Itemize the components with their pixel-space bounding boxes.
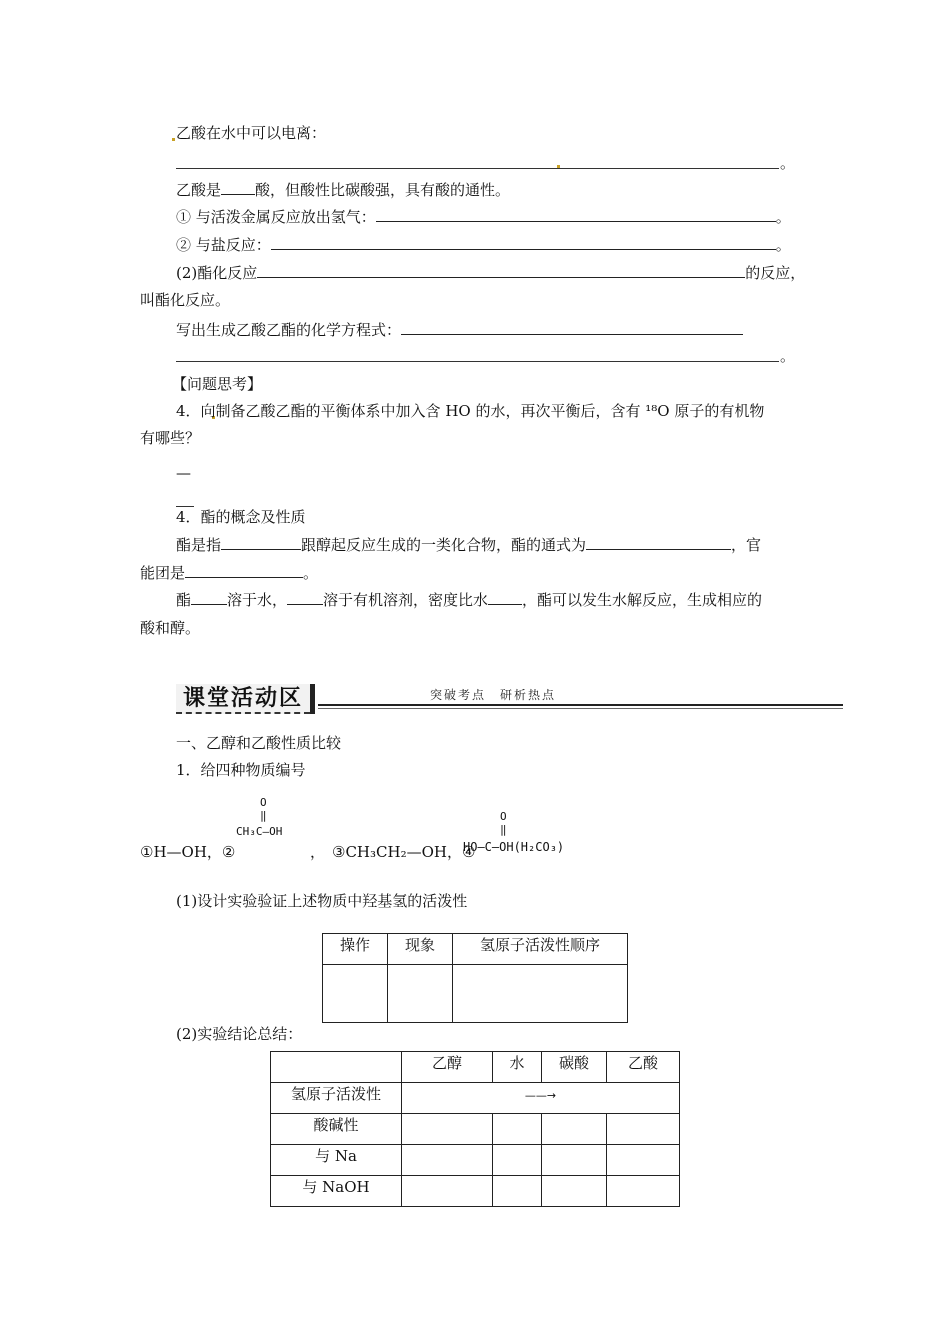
- table-cell[interactable]: [453, 965, 628, 1023]
- part-2-heading: (2)实验结论总结：: [176, 1025, 303, 1043]
- acetic-acid-structure-bond: ‖: [260, 809, 267, 822]
- table-row: [271, 1052, 680, 1083]
- marker-dot: [557, 165, 560, 168]
- row-label: 与 NaOH: [271, 1176, 402, 1207]
- answer-blank[interactable]: [488, 590, 522, 605]
- table-header: 氢原子活泼性顺序: [453, 934, 628, 965]
- acetic-acid-structure-top: O: [260, 796, 267, 809]
- table-cell[interactable]: [402, 1176, 493, 1207]
- row-label: 与 Na: [271, 1145, 402, 1176]
- answer-blank[interactable]: [401, 320, 743, 335]
- equation-label: 写出生成乙酸乙酯的化学方程式：: [176, 321, 402, 339]
- line-end: 。: [775, 208, 791, 226]
- table-row: [323, 934, 628, 965]
- table-header: 水: [493, 1052, 542, 1083]
- def-line2-text: 能团是: [140, 564, 186, 582]
- ester-definition-line: [176, 535, 761, 555]
- answer-blank[interactable]: [271, 235, 776, 250]
- section-banner-title: 课堂活动区: [176, 684, 315, 714]
- table-cell[interactable]: [402, 1114, 493, 1145]
- ester-property-line: [176, 590, 762, 610]
- banner-rule: [318, 704, 843, 706]
- answer-line[interactable]: [176, 361, 779, 362]
- def-text-1: 酯是指: [176, 536, 222, 554]
- table-cell[interactable]: [607, 1145, 680, 1176]
- acid-text-2: 酸，但酸性比碳酸强，具有酸的通性。: [255, 181, 511, 199]
- table-cell[interactable]: [607, 1176, 680, 1207]
- table-header: [271, 1052, 402, 1083]
- table-cell[interactable]: [542, 1176, 607, 1207]
- table-cell[interactable]: [388, 965, 453, 1023]
- carbonic-acid-structure-bond: ‖: [500, 823, 507, 836]
- substance-1: ①H—OH，②: [140, 843, 236, 861]
- activity-heading: 一、乙醇和乙酸性质比较: [176, 734, 342, 752]
- table-row: [271, 1145, 680, 1176]
- table-row: [271, 1114, 680, 1145]
- table-cell[interactable]: [402, 1145, 493, 1176]
- answer-blank[interactable]: [221, 180, 255, 195]
- esterification-line: [176, 263, 805, 283]
- metal-label: ① 与活泼金属反应放出氢气：: [176, 208, 376, 226]
- answer-blank[interactable]: [185, 563, 303, 578]
- table-header: 现象: [388, 934, 453, 965]
- line-end: 。: [780, 347, 796, 365]
- table-row: [323, 965, 628, 1023]
- table-header: 碳酸: [542, 1052, 607, 1083]
- ester-definition-line-2: [140, 563, 318, 583]
- table-cell[interactable]: [607, 1114, 680, 1145]
- acid-type-line: [176, 180, 510, 200]
- table-header: 乙醇: [402, 1052, 493, 1083]
- carbonic-acid-structure-top: O: [500, 810, 507, 823]
- table-cell[interactable]: [323, 965, 388, 1023]
- ester-property-line-2: 酸和醇。: [140, 619, 201, 637]
- salt-label: ② 与盐反应：: [176, 236, 271, 254]
- activity-order-cell[interactable]: ——→: [402, 1083, 680, 1114]
- ionize-line: 乙酸在水中可以电离：: [176, 124, 327, 142]
- prop-text-3: 溶于有机溶剂，密度比水: [323, 591, 489, 609]
- conclusion-table: [270, 1051, 680, 1207]
- answer-blank[interactable]: [257, 263, 745, 278]
- prop-text-1: 酯: [176, 591, 192, 609]
- banner-subtitle: 突破考点 研析热点: [430, 688, 557, 702]
- question-text: 4．向制备乙酸乙酯的平衡体系中加入含 HO 的水，再次平衡后，含有 ¹⁸O 原子的有机物: [176, 402, 765, 420]
- esterification-line-2: 叫酯化反应。: [140, 291, 231, 309]
- answer-dash: —: [176, 464, 191, 482]
- substance-3: ③CH₃CH₂—OH，④: [332, 843, 476, 861]
- table-row: [271, 1176, 680, 1207]
- acetic-acid-structure: CH₃C—OH: [236, 825, 283, 838]
- question-heading: 【问题思考】: [172, 375, 263, 393]
- line-end: 。: [775, 236, 791, 254]
- carbonic-acid-structure: HO—C—OH(H₂CO₃): [463, 840, 565, 854]
- banner-dashed-underline: [176, 712, 310, 714]
- metal-reaction-line: [176, 207, 791, 227]
- activity-item: 1．给四种物质编号: [176, 761, 306, 779]
- line-end: 。: [303, 564, 319, 582]
- prop-text-4: ，酯可以发生水解反应，生成相应的: [522, 591, 763, 609]
- def-text-3: ，官: [731, 536, 762, 554]
- substance-separator: ，: [310, 843, 326, 861]
- part-1-heading: (1)设计实验验证上述物质中羟基氢的活泼性: [176, 892, 468, 910]
- table-cell[interactable]: [493, 1114, 542, 1145]
- prop-text-2: 溶于水，: [227, 591, 288, 609]
- answer-blank[interactable]: [191, 590, 227, 605]
- row-label: 氢原子活泼性: [271, 1083, 402, 1114]
- banner-rule-thin: [318, 708, 843, 709]
- section-title: 4．酯的概念及性质: [176, 508, 306, 526]
- answer-blank[interactable]: [287, 590, 323, 605]
- line-end: 。: [780, 154, 796, 172]
- row-label: 酸碱性: [271, 1114, 402, 1145]
- answer-blank[interactable]: [586, 535, 731, 550]
- acid-text-1: 乙酸是: [176, 181, 222, 199]
- salt-reaction-line: [176, 235, 791, 255]
- table-cell[interactable]: [493, 1176, 542, 1207]
- answer-line[interactable]: [176, 168, 779, 169]
- table-row: [271, 1083, 680, 1114]
- table-header: 操作: [323, 934, 388, 965]
- def-text-2: 跟醇起反应生成的一类化合物，酯的通式为: [301, 536, 587, 554]
- ester-tail: 的反应，: [745, 264, 806, 282]
- marker-dot: [172, 138, 175, 141]
- answer-blank[interactable]: [376, 207, 776, 222]
- table-cell[interactable]: [542, 1145, 607, 1176]
- table-header: 乙酸: [607, 1052, 680, 1083]
- table-cell[interactable]: [493, 1145, 542, 1176]
- question-text-2: 有哪些？: [140, 429, 201, 447]
- equation-line: [176, 320, 743, 340]
- experiment-design-table: [322, 933, 628, 1023]
- answer-blank[interactable]: [221, 535, 301, 550]
- table-cell[interactable]: [542, 1114, 607, 1145]
- ester-label: (2)酯化反应: [176, 264, 258, 282]
